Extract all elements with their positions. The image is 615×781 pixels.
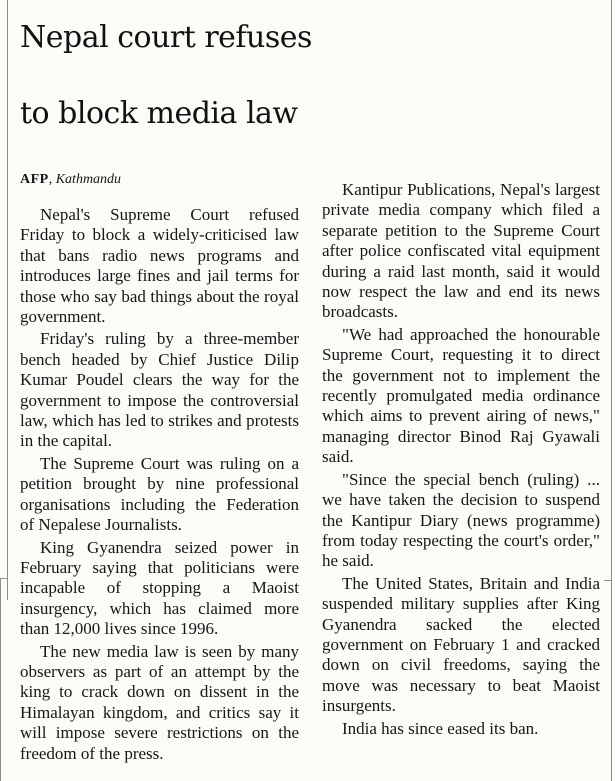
paragraph: The new media law is seen by many observers as part of an attempt by the king to crack down on dissent in the Himalayan kingdom, and critics say it will impose severe restrictions on the freedom of the press. <box>20 641 299 763</box>
article-column-left <box>20 173 299 766</box>
paragraph: "We had approached the honourable Supreme Court, requesting it to direct the government not to implement the recently promulgated media ordinance which aims to prevent airing of news," managing director Binod Raj Gyawali said. <box>322 324 600 467</box>
paragraph: Friday's ruling by a three-member bench headed by Chief Justice Dilip Kumar Poudel clears the way for the government to impose the controversial law, which has led to strikes and protests in the capital. <box>20 329 299 451</box>
paragraph: India has since eased its ban. <box>342 718 539 738</box>
paragraph: "Since the special bench (ruling) ... we have taken the decision to suspend the Kantipur Diary (news programme) from today respecting the court's order," he said. <box>322 469 600 571</box>
paragraph: Kantipur Publications, Nepal's largest private media company which filed a separate petition to the Supreme Court after police confiscated vital equipment during a raid last month, said it would now respect the law and end its news broadcasts. <box>322 180 600 322</box>
dateline-agency: AFP <box>20 172 49 187</box>
headline-line-2: to block media law <box>20 96 298 131</box>
headline-line-1: Nepal court refuses <box>20 20 312 55</box>
paragraph: King Gyanendra seized power in February saying that politicians were incapable of stopping a Maoist insurgency, which has claimed more than 12,000 lives since 1996. <box>20 537 299 639</box>
clipping-edge-tick <box>0 578 8 579</box>
dateline-separator: , <box>48 172 56 187</box>
clipping-edge-mark <box>0 578 1 781</box>
article-column-right <box>322 180 600 741</box>
dateline <box>20 171 299 189</box>
headline <box>20 0 610 152</box>
column-rule-left <box>7 0 8 600</box>
paragraph: The Supreme Court was ruling on a petition brought by nine professional organisations including the Federation of Nepalese Journalists. <box>20 453 299 535</box>
column-rule-right <box>611 0 612 781</box>
dateline-place: Kathmandu <box>55 172 122 187</box>
paragraph: The United States, Britain and India suspended military supplies after King Gyanendra sacked the elected government on February 1 and cracked down on civil freedoms, saying the move was necessary to beat Maoist insurgents. <box>322 573 600 716</box>
clipping-edge-tick-right <box>604 580 612 581</box>
paragraph: Nepal's Supreme Court refused Friday to block a widely-criticised law that bans radio news programs and introduces large fines and jail terms for those who say bad things about the royal government. <box>20 205 299 327</box>
